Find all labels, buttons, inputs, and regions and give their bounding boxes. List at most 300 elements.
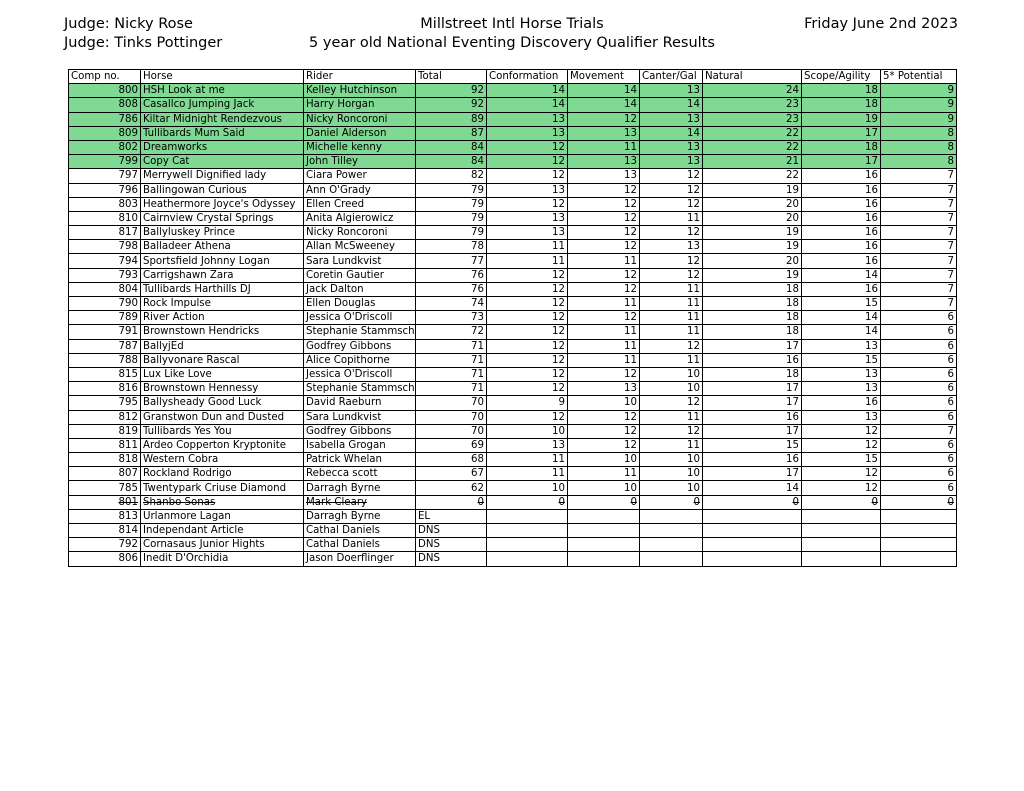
- cell-total: 70: [416, 410, 487, 424]
- cell-movement: [568, 524, 640, 538]
- cell-scope-agility: [802, 524, 881, 538]
- cell-horse: HSH Look at me: [141, 84, 304, 98]
- cell-canter-gal: 13: [640, 140, 703, 154]
- cell-canter-gal: [640, 509, 703, 523]
- cell-total: 72: [416, 325, 487, 339]
- cell-rider: Ciara Power: [304, 169, 416, 183]
- cell-natural: 15: [703, 438, 802, 452]
- cell-canter-gal: 13: [640, 240, 703, 254]
- cell-total: 74: [416, 297, 487, 311]
- cell-horse: Cornasaus Junior Hights: [141, 538, 304, 552]
- table-row: [69, 353, 957, 367]
- cell-5star-potential: [881, 509, 957, 523]
- cell-5star-potential: [881, 524, 957, 538]
- cell-total: 92: [416, 84, 487, 98]
- cell-rider: Cathal Daniels: [304, 524, 416, 538]
- cell-movement: 10: [568, 453, 640, 467]
- cell-conformation: [487, 538, 568, 552]
- cell-natural: 0: [703, 495, 802, 509]
- cell-rider: Jack Dalton: [304, 282, 416, 296]
- cell-rider: Patrick Whelan: [304, 453, 416, 467]
- cell-comp-no: 804: [69, 282, 141, 296]
- cell-scope-agility: 19: [802, 112, 881, 126]
- cell-comp-no: 788: [69, 353, 141, 367]
- cell-horse: Urlanmore Lagan: [141, 509, 304, 523]
- cell-scope-agility: 16: [802, 169, 881, 183]
- cell-natural: 17: [703, 467, 802, 481]
- cell-total: 79: [416, 183, 487, 197]
- cell-movement: 14: [568, 84, 640, 98]
- table-row: [69, 268, 957, 282]
- judge-2-label: Judge: Tinks Pottinger: [64, 35, 223, 51]
- cell-comp-no: 797: [69, 169, 141, 183]
- cell-natural: 24: [703, 84, 802, 98]
- cell-horse: River Action: [141, 311, 304, 325]
- cell-horse: Ballyluskey Prince: [141, 226, 304, 240]
- cell-total: 84: [416, 155, 487, 169]
- cell-5star-potential: 6: [881, 367, 957, 381]
- cell-horse: Merrywell Dignified lady: [141, 169, 304, 183]
- event-subtitle: 5 year old National Eventing Discovery Qualifier Results: [309, 35, 715, 51]
- cell-natural: 17: [703, 424, 802, 438]
- cell-5star-potential: 6: [881, 339, 957, 353]
- cell-comp-no: 794: [69, 254, 141, 268]
- cell-horse: Shanbo Sonas: [141, 495, 304, 509]
- cell-conformation: 9: [487, 396, 568, 410]
- cell-canter-gal: 13: [640, 84, 703, 98]
- cell-comp-no: 807: [69, 467, 141, 481]
- cell-conformation: 12: [487, 325, 568, 339]
- cell-horse: Tullibards Mum Said: [141, 126, 304, 140]
- cell-rider: Ellen Douglas: [304, 297, 416, 311]
- cell-total: 92: [416, 98, 487, 112]
- cell-rider: Jessica O'Driscoll: [304, 311, 416, 325]
- cell-rider: Godfrey Gibbons: [304, 424, 416, 438]
- cell-5star-potential: 7: [881, 183, 957, 197]
- table-row: [69, 538, 957, 552]
- cell-movement: 10: [568, 396, 640, 410]
- cell-canter-gal: 10: [640, 481, 703, 495]
- cell-comp-no: 814: [69, 524, 141, 538]
- cell-movement: 11: [568, 325, 640, 339]
- cell-5star-potential: 6: [881, 438, 957, 452]
- cell-comp-no: 787: [69, 339, 141, 353]
- cell-5star-potential: 8: [881, 140, 957, 154]
- cell-natural: [703, 538, 802, 552]
- cell-movement: 13: [568, 155, 640, 169]
- cell-natural: 23: [703, 112, 802, 126]
- cell-rider: Stephanie Stammsch: [304, 382, 416, 396]
- cell-horse: Independant Article: [141, 524, 304, 538]
- cell-natural: 19: [703, 268, 802, 282]
- table-row: [69, 112, 957, 126]
- table-row: [69, 453, 957, 467]
- cell-rider: John Tilley: [304, 155, 416, 169]
- cell-comp-no: 809: [69, 126, 141, 140]
- cell-rider: Jason Doerflinger: [304, 552, 416, 566]
- cell-5star-potential: 9: [881, 112, 957, 126]
- col-header-5star-potential: 5* Potential: [881, 70, 957, 84]
- cell-natural: [703, 524, 802, 538]
- cell-5star-potential: 6: [881, 410, 957, 424]
- cell-total: 71: [416, 382, 487, 396]
- cell-5star-potential: 7: [881, 240, 957, 254]
- table-row: [69, 438, 957, 452]
- cell-scope-agility: 18: [802, 98, 881, 112]
- cell-canter-gal: 13: [640, 155, 703, 169]
- cell-scope-agility: 13: [802, 367, 881, 381]
- cell-conformation: 12: [487, 382, 568, 396]
- cell-comp-no: 790: [69, 297, 141, 311]
- cell-scope-agility: [802, 552, 881, 566]
- cell-natural: 22: [703, 140, 802, 154]
- cell-rider: Godfrey Gibbons: [304, 339, 416, 353]
- cell-canter-gal: [640, 552, 703, 566]
- event-date: Friday June 2nd 2023: [804, 16, 958, 32]
- cell-horse: Rock Impulse: [141, 297, 304, 311]
- cell-movement: 13: [568, 126, 640, 140]
- table-row: [69, 155, 957, 169]
- cell-canter-gal: 12: [640, 226, 703, 240]
- cell-total: 76: [416, 282, 487, 296]
- cell-comp-no: 803: [69, 197, 141, 211]
- cell-comp-no: 817: [69, 226, 141, 240]
- cell-total: 73: [416, 311, 487, 325]
- cell-comp-no: 785: [69, 481, 141, 495]
- table-row: [69, 211, 957, 225]
- event-title-text: Millstreet Intl Horse Trials: [420, 16, 604, 32]
- cell-scope-agility: 16: [802, 396, 881, 410]
- cell-total: 79: [416, 226, 487, 240]
- cell-movement: 11: [568, 297, 640, 311]
- results-table: [68, 69, 957, 567]
- cell-natural: 18: [703, 367, 802, 381]
- cell-rider: Kelley Hutchinson: [304, 84, 416, 98]
- col-header-canter-gal: Canter/Gal: [640, 70, 703, 84]
- cell-natural: 19: [703, 226, 802, 240]
- cell-total: DNS: [416, 524, 487, 538]
- cell-conformation: 14: [487, 84, 568, 98]
- cell-total: 62: [416, 481, 487, 495]
- table-row: [69, 226, 957, 240]
- cell-conformation: 14: [487, 98, 568, 112]
- cell-horse: Ardeo Copperton Kryptonite: [141, 438, 304, 452]
- cell-total: 79: [416, 211, 487, 225]
- cell-comp-no: 813: [69, 509, 141, 523]
- table-row: [69, 552, 957, 566]
- cell-rider: Stephanie Stammsch: [304, 325, 416, 339]
- cell-natural: 17: [703, 382, 802, 396]
- cell-scope-agility: 16: [802, 197, 881, 211]
- cell-rider: Michelle kenny: [304, 140, 416, 154]
- cell-movement: 14: [568, 98, 640, 112]
- results-body: [69, 84, 957, 566]
- cell-horse: Western Cobra: [141, 453, 304, 467]
- judge-1-label: Judge: Nicky Rose: [64, 16, 193, 32]
- cell-comp-no: 798: [69, 240, 141, 254]
- cell-scope-agility: 12: [802, 438, 881, 452]
- cell-scope-agility: 18: [802, 84, 881, 98]
- cell-rider: Allan McSweeney: [304, 240, 416, 254]
- cell-rider: Mark Cleary: [304, 495, 416, 509]
- cell-movement: 13: [568, 382, 640, 396]
- cell-5star-potential: 8: [881, 155, 957, 169]
- cell-total: 78: [416, 240, 487, 254]
- cell-comp-no: 818: [69, 453, 141, 467]
- cell-canter-gal: 10: [640, 467, 703, 481]
- cell-comp-no: 795: [69, 396, 141, 410]
- cell-5star-potential: 7: [881, 297, 957, 311]
- cell-conformation: 13: [487, 211, 568, 225]
- cell-scope-agility: 14: [802, 268, 881, 282]
- cell-5star-potential: 7: [881, 226, 957, 240]
- cell-5star-potential: 6: [881, 396, 957, 410]
- table-row: [69, 98, 957, 112]
- table-row: [69, 325, 957, 339]
- cell-comp-no: 819: [69, 424, 141, 438]
- cell-5star-potential: [881, 552, 957, 566]
- cell-conformation: 12: [487, 367, 568, 381]
- cell-natural: 14: [703, 481, 802, 495]
- cell-movement: 12: [568, 240, 640, 254]
- cell-rider: Daniel Alderson: [304, 126, 416, 140]
- cell-comp-no: 801: [69, 495, 141, 509]
- cell-comp-no: 786: [69, 112, 141, 126]
- cell-conformation: 12: [487, 268, 568, 282]
- table-row: [69, 240, 957, 254]
- cell-conformation: 12: [487, 353, 568, 367]
- cell-scope-agility: 13: [802, 382, 881, 396]
- cell-horse: Cairnview Crystal Springs: [141, 211, 304, 225]
- cell-canter-gal: 10: [640, 382, 703, 396]
- cell-movement: 10: [568, 481, 640, 495]
- cell-movement: 12: [568, 311, 640, 325]
- col-header-rider: Rider: [304, 70, 416, 84]
- cell-horse: Rockland Rodrigo: [141, 467, 304, 481]
- cell-movement: [568, 552, 640, 566]
- cell-canter-gal: 10: [640, 453, 703, 467]
- cell-5star-potential: 9: [881, 84, 957, 98]
- cell-conformation: [487, 509, 568, 523]
- cell-scope-agility: [802, 509, 881, 523]
- cell-5star-potential: 7: [881, 197, 957, 211]
- table-row: [69, 84, 957, 98]
- cell-horse: Brownstown Hennessy: [141, 382, 304, 396]
- cell-comp-no: 810: [69, 211, 141, 225]
- table-row: [69, 282, 957, 296]
- cell-conformation: 10: [487, 481, 568, 495]
- cell-total: DNS: [416, 552, 487, 566]
- cell-movement: 11: [568, 140, 640, 154]
- cell-scope-agility: 17: [802, 126, 881, 140]
- cell-horse: Copy Cat: [141, 155, 304, 169]
- cell-movement: 11: [568, 339, 640, 353]
- cell-movement: 11: [568, 467, 640, 481]
- cell-scope-agility: 12: [802, 481, 881, 495]
- cell-canter-gal: 0: [640, 495, 703, 509]
- cell-horse: Heathermore Joyce's Odyssey: [141, 197, 304, 211]
- cell-comp-no: 793: [69, 268, 141, 282]
- cell-comp-no: 802: [69, 140, 141, 154]
- cell-movement: 12: [568, 211, 640, 225]
- cell-conformation: 10: [487, 424, 568, 438]
- cell-rider: Cathal Daniels: [304, 538, 416, 552]
- cell-scope-agility: 13: [802, 339, 881, 353]
- cell-rider: Jessica O'Driscoll: [304, 367, 416, 381]
- cell-horse: Carrigshawn Zara: [141, 268, 304, 282]
- cell-horse: Inedit D'Orchidia: [141, 552, 304, 566]
- cell-canter-gal: 12: [640, 268, 703, 282]
- cell-canter-gal: 12: [640, 396, 703, 410]
- cell-total: 68: [416, 453, 487, 467]
- cell-total: 71: [416, 353, 487, 367]
- cell-comp-no: 808: [69, 98, 141, 112]
- cell-scope-agility: 16: [802, 211, 881, 225]
- cell-scope-agility: 15: [802, 297, 881, 311]
- cell-horse: Brownstown Hendricks: [141, 325, 304, 339]
- col-header-natural: Natural: [703, 70, 802, 84]
- cell-5star-potential: 8: [881, 126, 957, 140]
- cell-comp-no: 812: [69, 410, 141, 424]
- cell-total: 69: [416, 438, 487, 452]
- cell-movement: 11: [568, 254, 640, 268]
- cell-conformation: 12: [487, 311, 568, 325]
- col-header-total: Total: [416, 70, 487, 84]
- cell-total: 82: [416, 169, 487, 183]
- cell-conformation: [487, 524, 568, 538]
- cell-comp-no: 789: [69, 311, 141, 325]
- table-row: [69, 495, 957, 509]
- cell-canter-gal: 11: [640, 353, 703, 367]
- cell-movement: 12: [568, 268, 640, 282]
- cell-horse: Granstwon Dun and Dusted: [141, 410, 304, 424]
- cell-movement: 12: [568, 183, 640, 197]
- cell-conformation: 12: [487, 410, 568, 424]
- cell-horse: Tullibards Harthills DJ: [141, 282, 304, 296]
- cell-conformation: 12: [487, 140, 568, 154]
- cell-rider: Nicky Roncoroni: [304, 112, 416, 126]
- table-row: [69, 467, 957, 481]
- cell-horse: Kiltar Midnight Rendezvous: [141, 112, 304, 126]
- table-row: [69, 509, 957, 523]
- cell-scope-agility: 16: [802, 226, 881, 240]
- cell-rider: Rebecca scott: [304, 467, 416, 481]
- table-row: [69, 396, 957, 410]
- table-row: [69, 524, 957, 538]
- cell-scope-agility: 12: [802, 467, 881, 481]
- cell-scope-agility: 0: [802, 495, 881, 509]
- cell-conformation: 13: [487, 112, 568, 126]
- table-row: [69, 169, 957, 183]
- cell-5star-potential: 6: [881, 481, 957, 495]
- cell-5star-potential: [881, 538, 957, 552]
- cell-horse: Twentypark Criuse Diamond: [141, 481, 304, 495]
- cell-conformation: 12: [487, 197, 568, 211]
- cell-total: 71: [416, 339, 487, 353]
- cell-movement: 11: [568, 353, 640, 367]
- cell-horse: Ballingowan Curious: [141, 183, 304, 197]
- cell-rider: Sara Lundkvist: [304, 254, 416, 268]
- cell-conformation: 13: [487, 438, 568, 452]
- cell-natural: 22: [703, 126, 802, 140]
- cell-comp-no: 816: [69, 382, 141, 396]
- cell-natural: 18: [703, 282, 802, 296]
- cell-natural: 20: [703, 197, 802, 211]
- cell-scope-agility: 17: [802, 155, 881, 169]
- cell-canter-gal: 11: [640, 325, 703, 339]
- cell-total: 71: [416, 367, 487, 381]
- cell-total: 87: [416, 126, 487, 140]
- cell-natural: 21: [703, 155, 802, 169]
- cell-rider: Darragh Byrne: [304, 481, 416, 495]
- cell-5star-potential: 6: [881, 382, 957, 396]
- cell-natural: 23: [703, 98, 802, 112]
- cell-canter-gal: 12: [640, 169, 703, 183]
- cell-5star-potential: 7: [881, 268, 957, 282]
- cell-movement: 12: [568, 438, 640, 452]
- table-row: [69, 297, 957, 311]
- cell-scope-agility: 15: [802, 453, 881, 467]
- cell-movement: [568, 538, 640, 552]
- cell-5star-potential: 7: [881, 169, 957, 183]
- cell-canter-gal: 11: [640, 410, 703, 424]
- cell-conformation: 12: [487, 155, 568, 169]
- cell-canter-gal: 12: [640, 424, 703, 438]
- cell-canter-gal: 12: [640, 197, 703, 211]
- cell-total: EL: [416, 509, 487, 523]
- cell-conformation: 13: [487, 226, 568, 240]
- cell-natural: 18: [703, 311, 802, 325]
- cell-movement: 12: [568, 424, 640, 438]
- cell-rider: Alice Copithorne: [304, 353, 416, 367]
- cell-scope-agility: 14: [802, 311, 881, 325]
- table-row: [69, 254, 957, 268]
- cell-canter-gal: 11: [640, 311, 703, 325]
- cell-natural: 20: [703, 211, 802, 225]
- cell-conformation: 13: [487, 126, 568, 140]
- cell-movement: 12: [568, 282, 640, 296]
- cell-comp-no: 811: [69, 438, 141, 452]
- table-row: [69, 481, 957, 495]
- cell-scope-agility: 16: [802, 183, 881, 197]
- cell-conformation: 13: [487, 183, 568, 197]
- cell-canter-gal: 11: [640, 438, 703, 452]
- cell-scope-agility: 16: [802, 254, 881, 268]
- cell-5star-potential: 6: [881, 325, 957, 339]
- cell-canter-gal: 12: [640, 339, 703, 353]
- cell-natural: 17: [703, 396, 802, 410]
- cell-rider: Isabella Grogan: [304, 438, 416, 452]
- cell-movement: 13: [568, 169, 640, 183]
- table-row: [69, 183, 957, 197]
- cell-movement: 12: [568, 226, 640, 240]
- table-row: [69, 410, 957, 424]
- cell-conformation: 12: [487, 339, 568, 353]
- cell-natural: 19: [703, 183, 802, 197]
- cell-conformation: 0: [487, 495, 568, 509]
- cell-scope-agility: [802, 538, 881, 552]
- cell-natural: [703, 509, 802, 523]
- table-row: [69, 140, 957, 154]
- cell-canter-gal: 11: [640, 297, 703, 311]
- cell-total: 70: [416, 424, 487, 438]
- cell-canter-gal: 14: [640, 98, 703, 112]
- cell-natural: [703, 552, 802, 566]
- cell-horse: Casallco Jumping Jack: [141, 98, 304, 112]
- col-header-movement: Movement: [568, 70, 640, 84]
- cell-natural: 18: [703, 325, 802, 339]
- cell-total: DNS: [416, 538, 487, 552]
